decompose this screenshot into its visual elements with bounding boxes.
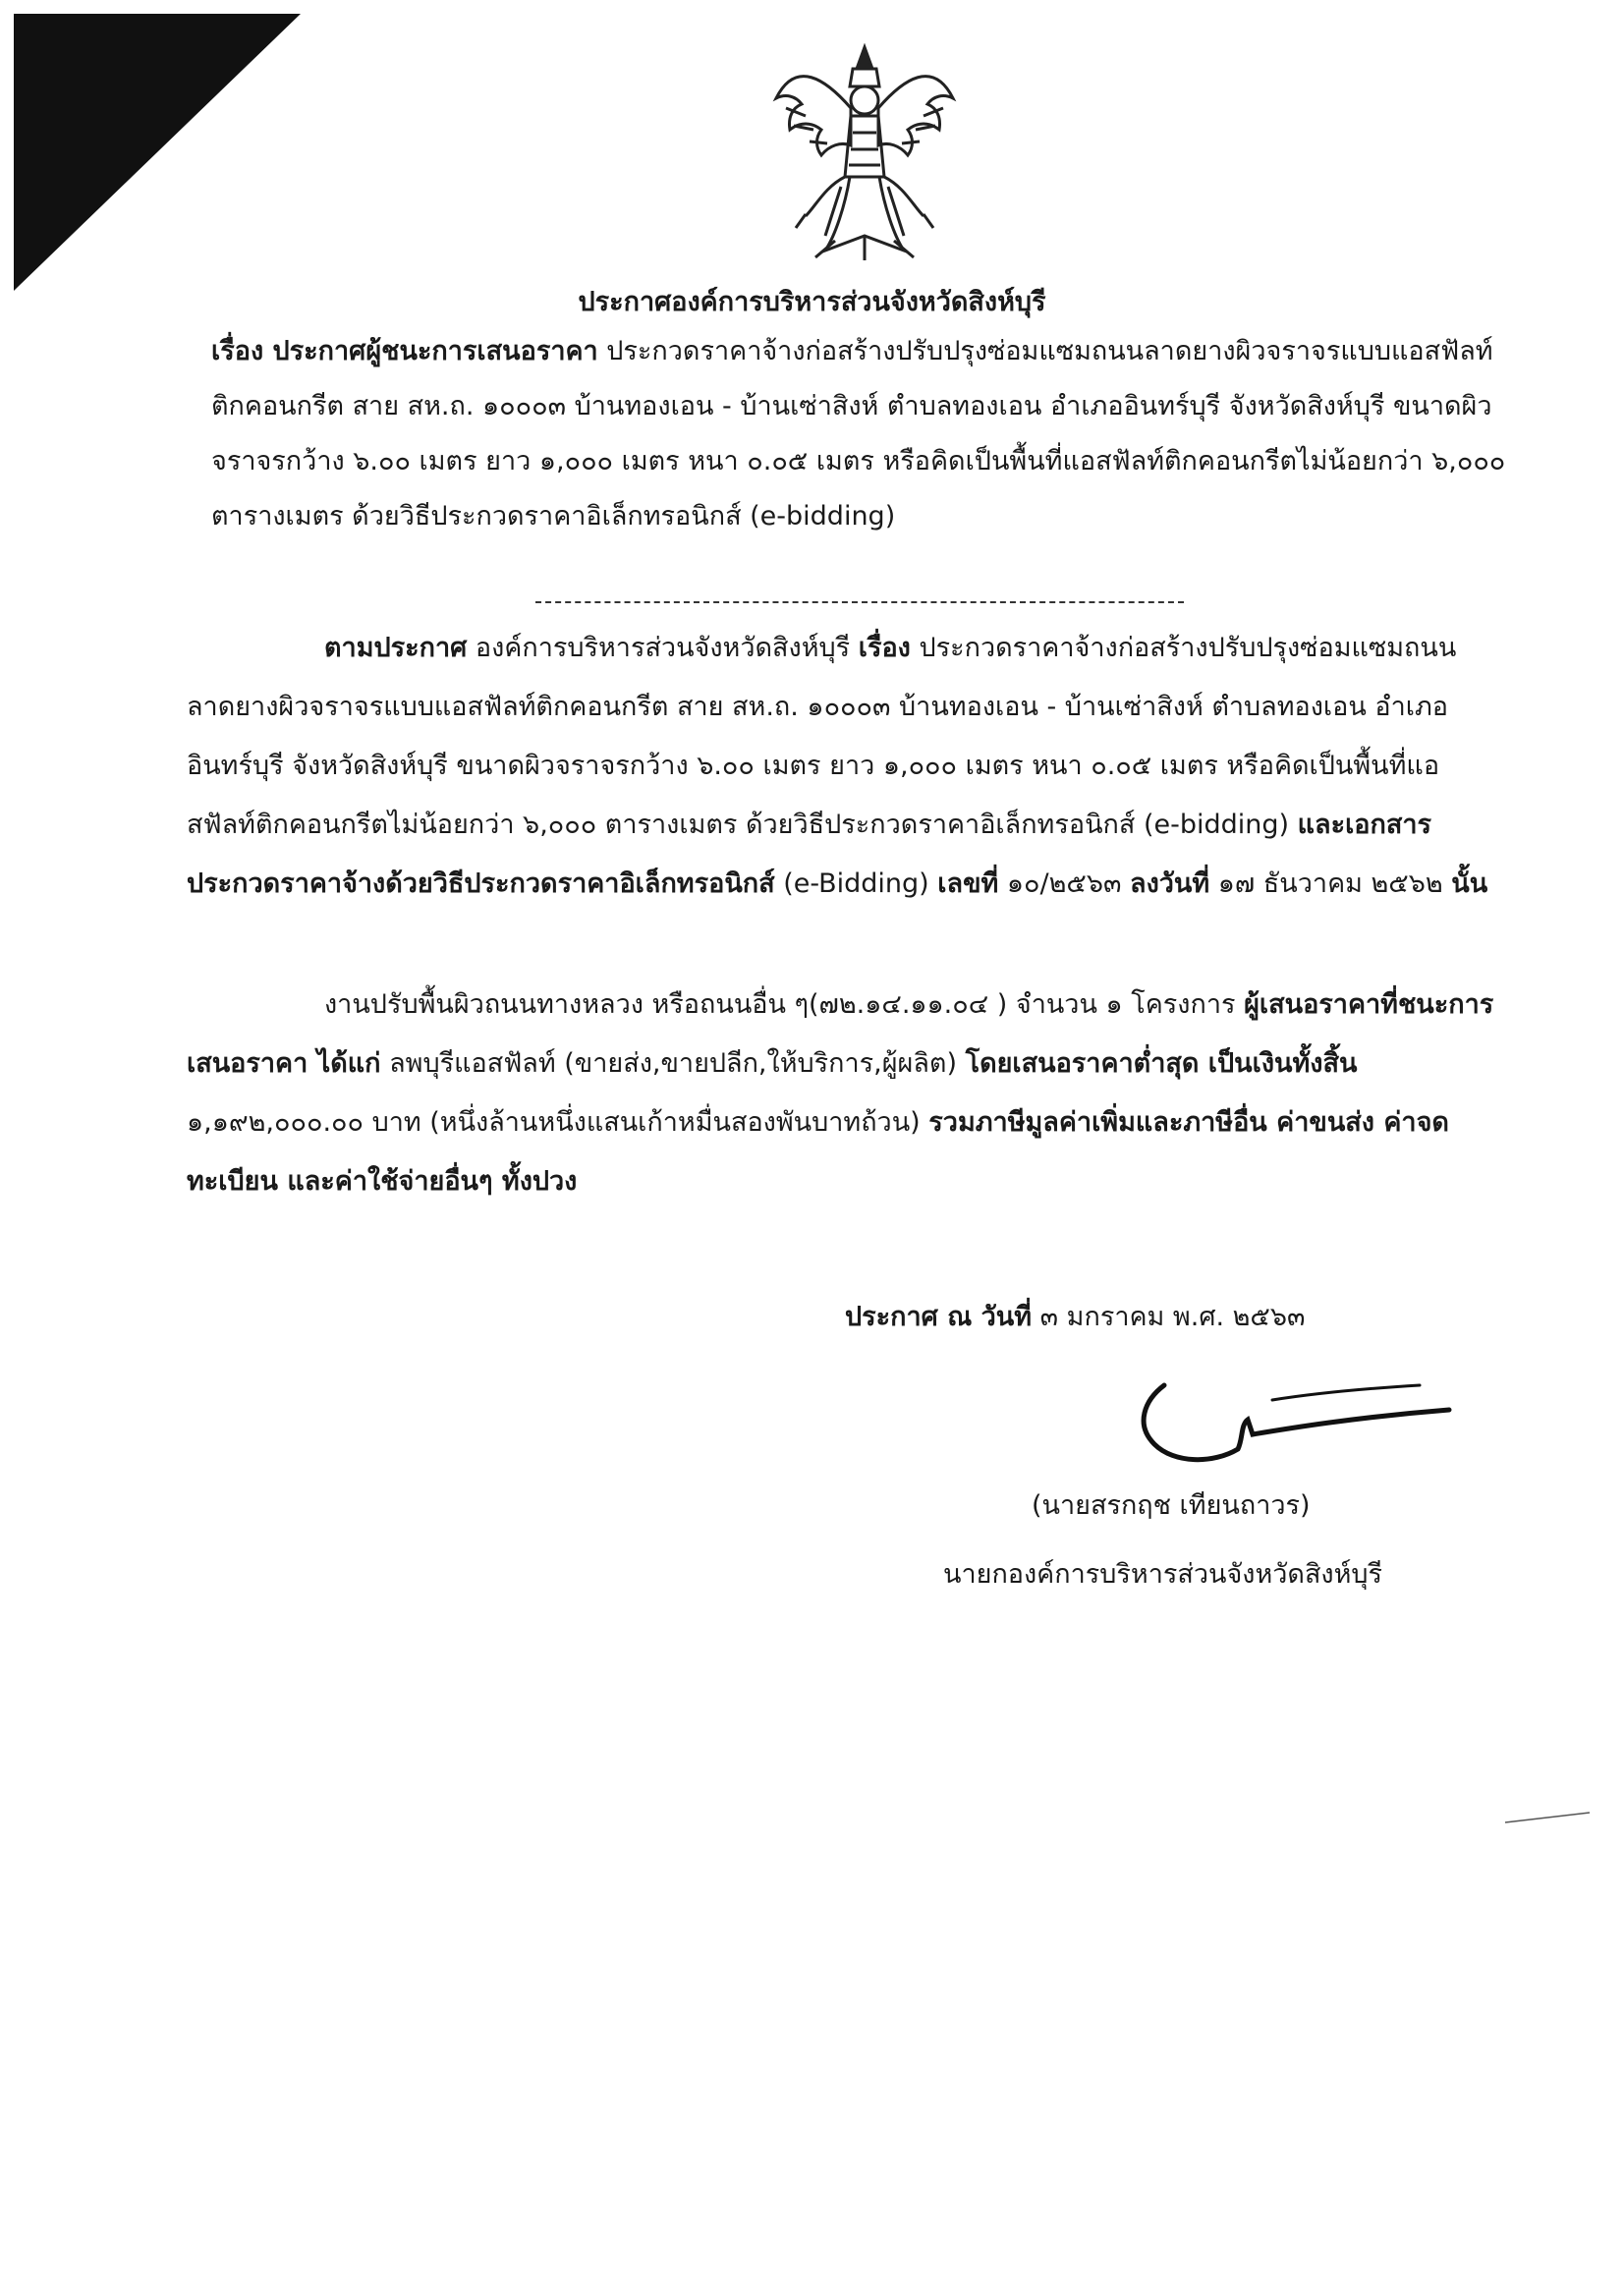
para2-bold-b: โดยเสนอราคาต่ำสุด เป็นเงินทั้งสิ้น [965, 1048, 1358, 1079]
announcement-label: ประกาศ ณ วันที่ [845, 1302, 1033, 1332]
para1-bold-c: เลขที่ [937, 868, 999, 899]
subject-label: เรื่อง ประกาศผู้ชนะการเสนอราคา [211, 336, 598, 366]
para2-text-c: ๑,๑๙๒,๐๐๐.๐๐ บาท (หนึ่งล้านหนึ่งแสนเก้าหมื่นสองพันบาทถ้วน) [187, 1107, 929, 1138]
signature [1125, 1371, 1459, 1479]
para2-bold-a: ผู้เสนอราคาที่ชนะการเสนอราคา ได้แก่ [187, 989, 1494, 1079]
announcement-date [845, 1295, 1305, 1337]
para1-text-d: ๑๐/๒๕๖๓ [998, 868, 1131, 899]
para1-text-a: องค์การบริหารส่วนจังหวัดสิงห์บุรี [467, 633, 859, 663]
subject-text: ประกวดราคาจ้างก่อสร้างปรับปรุงซ่อมแซมถนนลาดยางผิวจราจรแบบแอสฟัลท์ติกคอนกรีต สาย สห.ถ. ๑๐๐๐๓ บ้านทองเอน - บ้านเซ่าสิงห์ ตำบลทองเอน อำเภออินทร์บุรี จังหวัดสิงห์บุรี ขนาดผิวจราจรกว้าง ๖.๐๐ เมตร ยาว ๑,๐๐๐ เมตร หนา ๐.๐๕ เมตร หรือคิดเป็นพื้นที่แอสฟัลท์ติกคอนกรีตไม่น้อยกว่า ๖,๐๐๐ ตารางเมตร ด้วยวิธีประกวดราคาอิเล็กทรอนิกส์ (e-bidding) [211, 336, 1506, 532]
scan-mark [1503, 1808, 1592, 1827]
para2-text-b: ลพบุรีแอสฟัลท์ (ขายส่ง,ขายปลีก,ให้บริการ,ผู้ผลิต) [380, 1048, 966, 1079]
para1-text-c: (e-Bidding) [774, 868, 938, 899]
announcement-date-value: ๓ มกราคม พ.ศ. ๒๕๖๓ [1032, 1302, 1306, 1332]
para1-text-b: ประกวดราคาจ้างก่อสร้างปรับปรุงซ่อมแซมถนนลาดยางผิวจราจรแบบแอสฟัลท์ติกคอนกรีต สาย สห.ถ. ๑๐๐๐๓ บ้านทองเอน - บ้านเซ่าสิงห์ ตำบลทองเอน อำเภออินทร์บุรี จังหวัดสิงห์บุรี ขนาดผิวจราจรกว้าง ๖.๐๐ เมตร ยาว ๑,๐๐๐ เมตร หนา ๐.๐๕ เมตร หรือคิดเป็นพื้นที่แอสฟัลท์ติกคอนกรีตไม่น้อยกว่า ๖,๐๐๐ ตารางเมตร ด้วยวิธีประกวดราคาอิเล็กทรอนิกส์ (e-bidding) [187, 633, 1457, 840]
signer-position: นายกองค์การบริหารส่วนจังหวัดสิงห์บุรี [943, 1559, 1383, 1590]
paragraph-winner [187, 976, 1503, 1211]
para1-bold-b: และเอกสารประกวดราคาจ้างด้วยวิธีประกวดราคาอิเล็กทรอนิกส์ [187, 810, 1432, 899]
page-title: ประกาศองค์การบริหารส่วนจังหวัดสิงห์บุรี [578, 287, 1046, 317]
subject-block [211, 324, 1518, 544]
para2-bold-c: รวมภาษีมูลค่าเพิ่มและภาษีอื่น ค่าขนส่ง ค่าจดทะเบียน และค่าใช้จ่ายอื่นๆ ทั้งปวง [187, 1107, 1449, 1197]
paragraph-reference [187, 619, 1503, 914]
garuda-emblem-icon [766, 39, 963, 265]
para1-text-e: ๑๗ ธันวาคม ๒๕๖๒ [1209, 868, 1452, 899]
divider [535, 601, 1184, 603]
para2-text-a: งานปรับพื้นผิวถนนทางหลวง หรือถนนอื่น ๆ(๗๒.๑๔.๑๑.๐๔ ) จำนวน ๑ โครงการ [324, 989, 1245, 1020]
signer-name: (นายสรกฤช เทียนถาวร) [1032, 1490, 1311, 1521]
para1-lead: ตามประกาศ [324, 633, 468, 663]
para1-bold-a: เรื่อง [858, 633, 911, 663]
para1-bold-d: ลงวันที่ [1130, 868, 1210, 899]
mourning-ribbon [14, 14, 301, 291]
para1-bold-e: นั้น [1451, 868, 1488, 899]
